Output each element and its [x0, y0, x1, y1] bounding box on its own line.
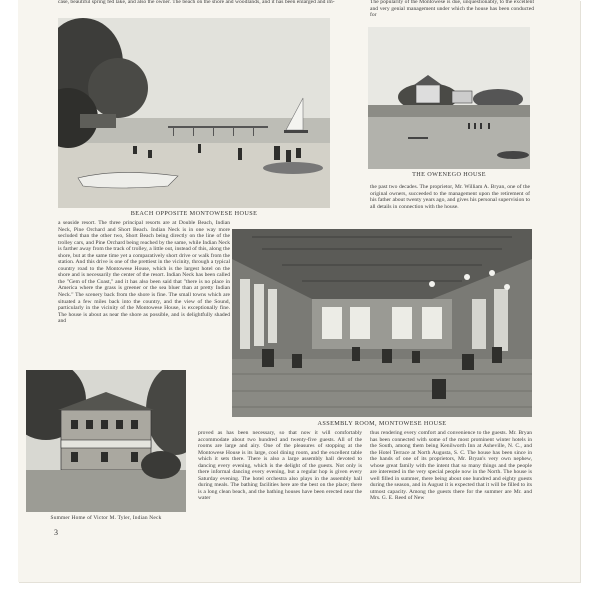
owenego-body-text: the past two decades. The proprietor, Mr. William A. Bryan, one of the original owners, succeeded to the management upon the retirement of his father about twenty years ago, and gives his personal supervision to all details in connection with the house.: [370, 184, 530, 210]
page-number: 3: [54, 528, 58, 537]
top-left-text: case, beautiful spring fed lake, and also the owner. The beach on the shore and woodlands, and it has been enlarged and im-: [58, 0, 335, 5]
bottom-column-2: thus rendering every comfort and convenience to the guests. Mr. Bryan has been connected with some of the most prominent winter hotels in the South, among them being Kenilworth Inn at Asheville, N. C., and the Hotel Terrace at North Augusta, S. C. The house has been since in the hands of one of its proprietors, Mr. Bryan's very own nephew, whose great family with the intent that so many things and the people are interested in the very special people now in the North. The house is well filled in summer, there being about one hundred and eighty guests during the season, and in August it is expected that it will be filled to its utmost capacity. Among the guests there for the summer are Mr. and Mrs. G. E. Reed of New: [370, 430, 532, 502]
left-middle-text: a seaside resort. The three principal resorts are at Double Beach, Indian Neck, Pine Orchard and Short Beach. Indian Neck is in one way more secluded than the other two, Short Beach being directly on the line of the trolley cars, and Pine Orchard being reached by the same, while Indian Neck is farther away from the track of trolley, a little out, instead of this, along the shore, but at the same time yet a comparatively short drive or walk from the station. And this drive is one of the prettiest in the vicinity, through a typical country road to the Montowese House, which is the largest hotel on the shore and is necessarily the center of the resort. Indian Neck has been called the "Gem of the Coast," and it has also been said that "there is no place in America where the grass is greener or the sea bluer than at pretty Indian Neck." The scenery back from the shore is fine. The small towns which are situated a few miles back into the country, and the view of the Sound, particularly in the vicinity of the Montowese House, is exceptionally fine. The house is about as near the shore as possible, and is delightfully shaded and: [58, 220, 230, 325]
bottom-column-1: proved as has been necessary, so that now it will comfortably accommodate about two hundred and twenty-five guests. All of the rooms are large and airy. One of the pleasures of stopping at the Montowese House is its large, cool dining room, and the excellent table which it sets there. There is also a large assembly hall devoted to dancing every evening, which is the delight of the guests. Not only is there informal dancing every evening, but a regular hop is given every Saturday evening. The hotel orchestra also plays in the assembly hall during meals. The bathing facilities here are the best on the place; there is a long clean beach, and the bathing houses have been erected near the water: [198, 430, 362, 502]
document-page: [18, 0, 580, 582]
assembly-caption: ASSEMBLY ROOM, MONTOWESE HOUSE: [317, 420, 447, 427]
beach-caption: BEACH OPPOSITE MONTOWESE HOUSE: [130, 210, 258, 217]
top-right-text: The popularity of the Montowese is due, unquestionably, to the excellent and very genial management under which the house has been conducted for: [370, 0, 534, 19]
summer-home-caption: Summer Home of Victor M. Tyler, Indian Neck: [50, 515, 162, 521]
summer-home-photo: [26, 370, 186, 512]
owenego-photo: [368, 27, 530, 169]
owenego-caption: THE OWENEGO HOUSE: [412, 171, 486, 178]
assembly-room-photo: [232, 229, 532, 417]
beach-photo: [58, 18, 330, 208]
